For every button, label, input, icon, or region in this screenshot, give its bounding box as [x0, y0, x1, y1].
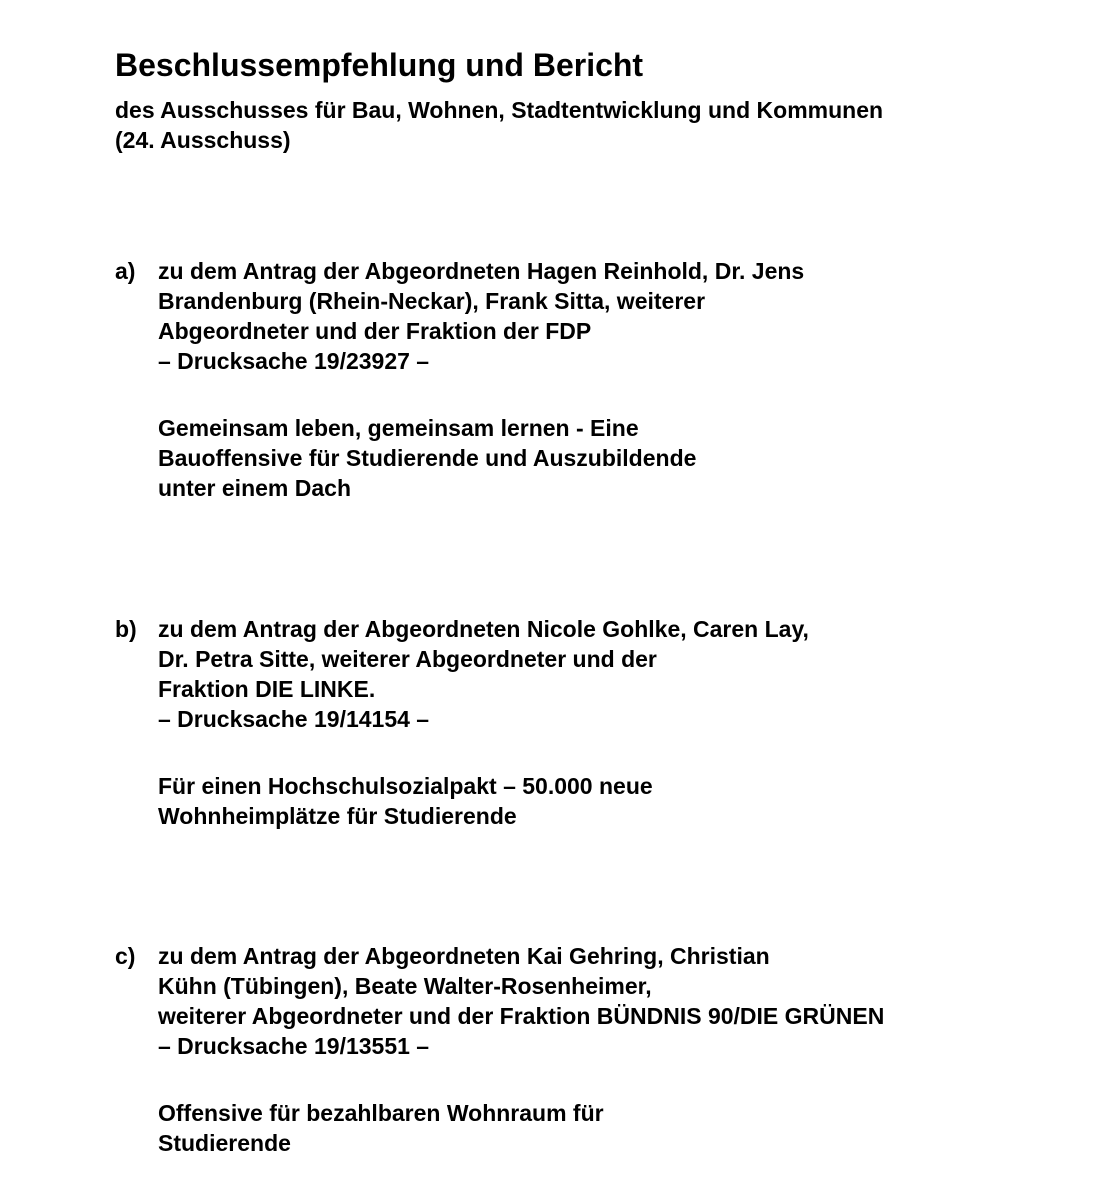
- motion-line: Abgeordneter und der Fraktion der FDP: [158, 318, 592, 344]
- motion-line: Dr. Petra Sitte, weiterer Abgeordneter und der: [158, 646, 657, 672]
- drucksache-number: – Drucksache 19/23927 –: [158, 348, 430, 374]
- motion-reference: [158, 614, 809, 734]
- topic-line: Wohnheimplätze für Studierende: [158, 803, 517, 829]
- motion-topic: [158, 1098, 604, 1158]
- motion-topic: [158, 413, 696, 503]
- motion-reference: [158, 256, 804, 376]
- motion-line: Fraktion DIE LINKE.: [158, 676, 376, 702]
- motion-reference: [158, 941, 884, 1061]
- motion-line: Brandenburg (Rhein-Neckar), Frank Sitta, weiterer: [158, 288, 706, 314]
- item-marker: c): [115, 943, 136, 969]
- item-marker: a): [115, 258, 136, 284]
- topic-line: Bauoffensive für Studierende und Auszubildende: [158, 445, 697, 471]
- motion-line: zu dem Antrag der Abgeordneten Hagen Reinhold, Dr. Jens: [158, 258, 805, 284]
- motion-line: zu dem Antrag der Abgeordneten Nicole Gohlke, Caren Lay,: [158, 616, 809, 642]
- topic-line: Für einen Hochschulsozialpakt – 50.000 neue: [158, 773, 653, 799]
- drucksache-number: – Drucksache 19/13551 –: [158, 1033, 430, 1059]
- item-marker: b): [115, 616, 137, 642]
- topic-line: Studierende: [158, 1130, 291, 1156]
- topic-line: unter einem Dach: [158, 475, 351, 501]
- motion-line: zu dem Antrag der Abgeordneten Kai Gehring, Christian: [158, 943, 770, 969]
- topic-line: Offensive für bezahlbaren Wohnraum für: [158, 1100, 604, 1126]
- motion-line: Kühn (Tübingen), Beate Walter-Rosenheimer,: [158, 973, 652, 999]
- subtitle-line: (24. Ausschuss): [115, 127, 291, 153]
- document-title: Beschlussempfehlung und Bericht: [115, 47, 644, 83]
- drucksache-number: – Drucksache 19/14154 –: [158, 706, 430, 732]
- document-subtitle: [115, 95, 883, 155]
- motion-line: weiterer Abgeordneter und der Fraktion BÜNDNIS 90/DIE GRÜNEN: [158, 1003, 885, 1029]
- topic-line: Gemeinsam leben, gemeinsam lernen - Eine: [158, 415, 639, 441]
- motion-topic: [158, 771, 653, 831]
- subtitle-line: des Ausschusses für Bau, Wohnen, Stadtentwicklung und Kommunen: [115, 97, 884, 123]
